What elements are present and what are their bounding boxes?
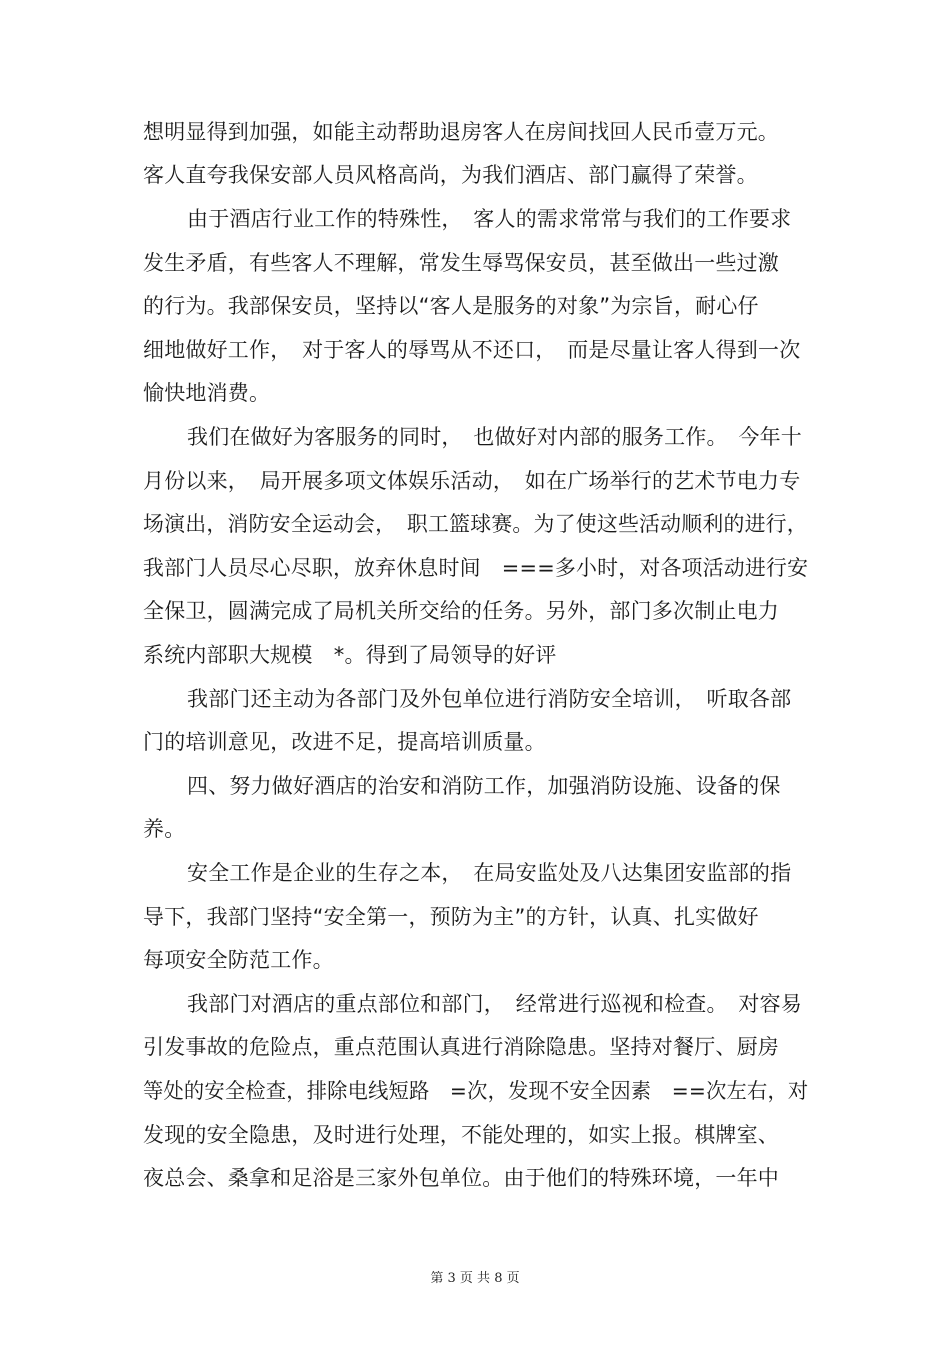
text-line: 场演出，消防安全运动会， 职工篮球赛。为了使这些活动顺利的进行， [143,512,808,536]
text-line: 的行为。我部保安员，坚持以“客人是服务的对象”为宗旨，耐心仔 [143,294,759,318]
text-line: 我部门对酒店的重点部位和部门， 经常进行巡视和检查。 对容易 [187,992,802,1016]
text-line: 由于酒店行业工作的特殊性， 客人的需求常常与我们的工作要求 [187,207,792,231]
text-line: 导下，我部门坚持“安全第一，预防为主”的方针，认真、扎实做好 [143,905,759,929]
page-number-footer: 第 3 页 共 8 页 [430,1271,520,1286]
text-line: 安全工作是企业的生存之本， 在局安监处及八达集团安监部的指 [187,861,792,885]
text-line: 全保卫，圆满完成了局机关所交给的任务。另外，部门多次制止电力 [143,599,779,623]
text-line: 月份以来， 局开展多项文体娱乐活动， 如在广场举行的艺术节电力专 [143,469,801,493]
text-line: 想明显得到加强，如能主动帮助退房客人在房间找回人民币壹万元。 [143,120,779,144]
text-line: 发现的安全隐患，及时进行处理，不能处理的，如实上报。棋牌室、 [143,1123,779,1147]
text-line: 四、努力做好酒店的治安和消防工作，加强消防设施、设备的保 [187,774,781,798]
text-line: 愉快地消费。 [143,381,271,405]
text-line: 养。 [143,817,186,841]
text-line: 客人直夸我保安部人员风格高尚，为我们酒店、部门赢得了荣誉。 [143,163,758,187]
text-line: 每项安全防范工作。 [143,948,334,972]
text-line: 门的培训意见，改进不足，提高培训质量。 [143,730,546,754]
text-line: 系统内部职大规模 *。得到了局领导的好评 [143,643,557,667]
text-line: 引发事故的危险点，重点范围认真进行消除隐患。坚持对餐厅、厨房 [143,1035,779,1059]
text-line: 我们在做好为客服务的同时， 也做好对内部的服务工作。 今年十 [187,425,802,449]
text-line: 我部门人员尽心尽职，放弃休息时间 ===多小时，对各项活动进行安 [143,556,809,580]
text-line: 发生矛盾，有些客人不理解，常发生辱骂保安员，甚至做出一些过激 [143,251,779,275]
text-line: 等处的安全检查，排除电线短路 =次，发现不安全因素 ==次左右，对 [143,1079,809,1103]
text-line: 细地做好工作， 对于客人的辱骂从不还口， 而是尽量让客人得到一次 [143,338,801,362]
text-line: 夜总会、桑拿和足浴是三家外包单位。由于他们的特殊环境，一年中 [143,1166,779,1190]
text-line: 我部门还主动为各部门及外包单位进行消防安全培训， 听取各部 [187,687,792,711]
